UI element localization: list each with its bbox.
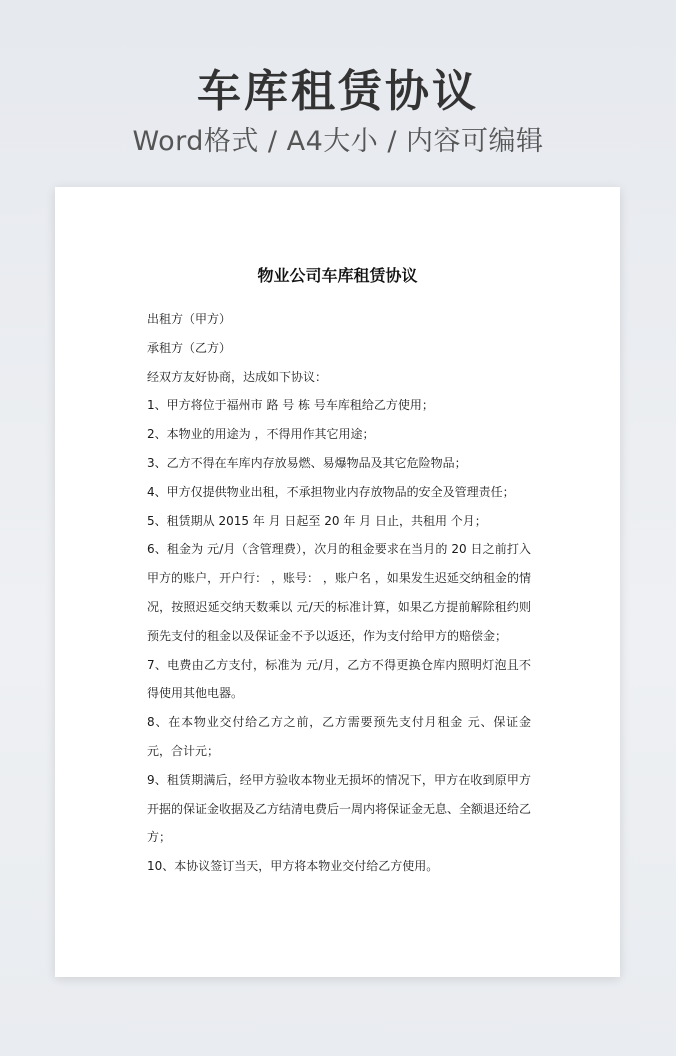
- clause-2: 2、本物业的用途为 ，不得用作其它用途；: [147, 427, 375, 442]
- clause-9: 9、租赁期满后，经甲方验收本物业无损坏的情况下，甲方在收到原甲方开据的保证金收据及乙方结清电费后一周内将保证金无息、全额退还给乙方；: [147, 772, 532, 845]
- clause-7: 7、电费由乙方支付，标准为 元/月，乙方不得更换仓库内照明灯泡且不得使用其他电器。: [147, 657, 531, 701]
- clause-4: 4、甲方仅提供物业出租，不承担物业内存放物品的安全及管理责任；: [147, 484, 515, 499]
- paragraph-lessor: 出租方（甲方）: [147, 312, 232, 326]
- clause-8: 8、在本物业交付给乙方之前，乙方需要预先支付月租金 元、保证金 元，合计元；: [147, 715, 531, 758]
- clause-10: 10、本协议签订当天，甲方将本物业交付给乙方使用。: [147, 859, 439, 874]
- banner-header: [0, 64, 676, 160]
- banner-subtitle: Word格式 / A4大小 / 内容可编辑: [132, 126, 544, 157]
- paragraph-lessee: 承租方（乙方）: [147, 340, 232, 355]
- document-title: 物业公司车库租赁协议: [257, 266, 418, 285]
- clause-5: 5、租赁期从 2015 年 月 日起至 20 年 月 日止，共租用 个月；: [147, 513, 487, 528]
- clause-3: 3、乙方不得在车库内存放易燃、易爆物品及其它危险物品；: [147, 455, 467, 470]
- document-page: [55, 187, 620, 977]
- clause-1: 1、甲方将位于福州市 路 号 栋 号车库租给乙方使用；: [147, 398, 434, 413]
- banner-title: 车库租赁协议: [197, 66, 479, 117]
- clause-6: 6、租金为 元/月（含管理费），次月的租金要求在当月的 20 日之前打入甲方的账户，开户行： ，账号： ，账户名 ，如果发生迟延交纳租金的情况，按照迟延交纳天数乘以 元/天的标准计算，如果乙方提前解除租约则预先支付的租金以及保证金不予以返还，作为支付给甲方的赔偿金；: [147, 542, 531, 643]
- document-body: [147, 305, 531, 881]
- paragraph-intro: 经双方友好协商，达成如下协议：: [147, 369, 328, 384]
